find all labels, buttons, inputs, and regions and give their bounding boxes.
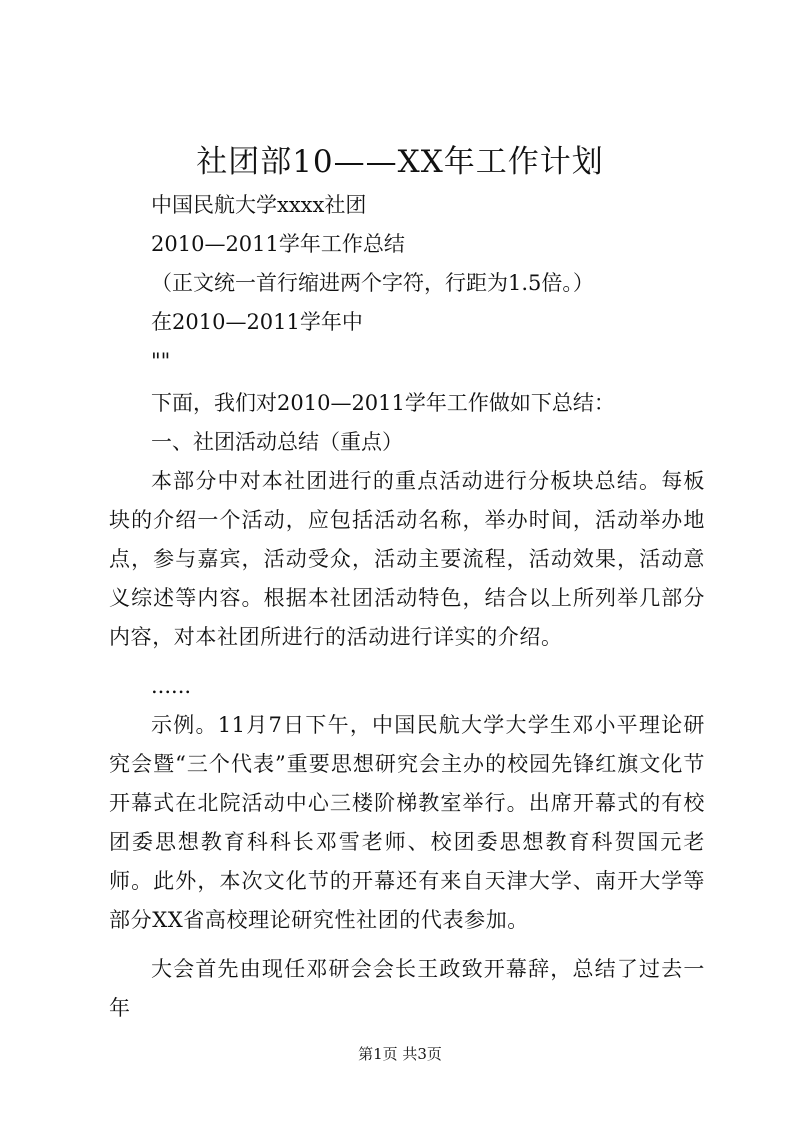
section-heading: 一、社团活动总结（重点） — [151, 430, 403, 454]
summary-title-line: 2010—2011学年工作总结 — [151, 232, 405, 256]
ellipsis-line: ...... — [151, 674, 192, 698]
paragraph-gap — [109, 940, 705, 950]
format-note-line: （正文统一首行缩进两个字符，行距为1.5倍。） — [151, 271, 594, 295]
document-title: 社团部10——XX年工作计划 — [196, 144, 604, 180]
page-footer: 第1页 共3页 — [358, 1045, 442, 1063]
organization-line: 中国民航大学xxxx社团 — [151, 193, 367, 217]
summary-intro-line: 下面，我们对2010—2011学年工作做如下总结： — [151, 391, 615, 415]
example-paragraph: 示例。11月7日下午，中国民航大学大学生邓小平理论研究会暨“三个代表”重要思想研究会主办的校园先锋红旗文化节开幕式在北院活动中心三楼阶梯教室举行。出席开幕式的有校团委思想教育科科长邓雪老师、校团委思想教育科贺国元老师。此外，本次文化节的开幕还有来自天津大学、南开大学等部分XX省高校理论研究性社团的代表参加。 — [109, 713, 705, 932]
document-body — [109, 186, 705, 1028]
academic-year-line: 在2010—2011学年中 — [151, 310, 363, 334]
quote-marks-line: "" — [151, 349, 171, 373]
activity-summary-paragraph: 本部分中对本社团进行的重点活动进行分板块总结。每板块的介绍一个活动，应包括活动名称，举办时间，活动举办地点，参与嘉宾，活动受众，活动主要流程，活动效果，活动意义综述等内容。根据本社团活动特色，结合以上所列举几部分内容，对本社团所进行的活动进行详实的介绍。 — [109, 469, 705, 649]
opening-speech-paragraph: 大会首先由现任邓研会会长王政致开幕辞，总结了过去一年 — [109, 957, 705, 1020]
